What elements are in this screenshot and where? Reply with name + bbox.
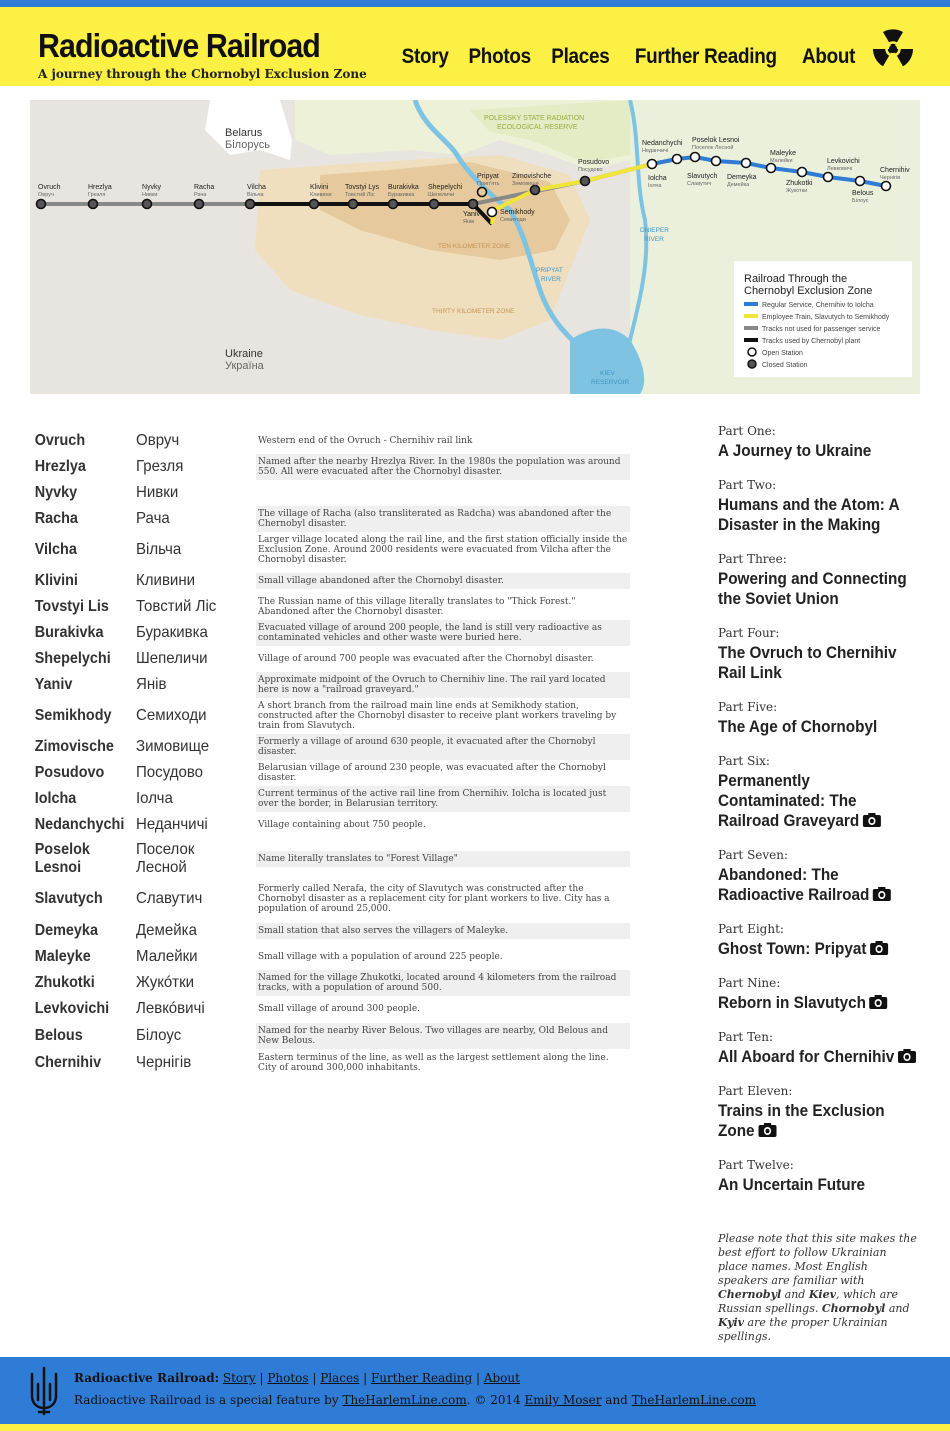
station-label: Burakivka bbox=[388, 184, 419, 191]
map-label-kiev: KIEV bbox=[600, 370, 615, 377]
nav-places[interactable]: Places bbox=[551, 45, 610, 68]
station-desc: Approximate midpoint of the Ovruch to Chernihiv line. The rail yard located here is now a "railroad graveyard." bbox=[256, 672, 630, 698]
top-stripe bbox=[0, 0, 950, 7]
map-label-belarus: Belarus bbox=[225, 127, 263, 139]
story-part[interactable] bbox=[718, 1084, 928, 1141]
station-dot[interactable] bbox=[389, 200, 398, 209]
footer-link-places[interactable]: Places bbox=[320, 1371, 360, 1385]
station-label-local: Овруч bbox=[38, 192, 54, 198]
station-label-local: Неданчичі bbox=[642, 148, 669, 154]
station-label: Pripyat bbox=[477, 173, 499, 180]
part-title[interactable]: Abandoned: The Radioactive Railroad bbox=[718, 865, 918, 905]
part-number: Part Two: bbox=[718, 478, 777, 492]
camera-icon bbox=[897, 1048, 917, 1064]
legend-title: Railroad Through the Chernobyl Exclusion Zone bbox=[744, 273, 873, 297]
station-name-en: Chernihiv bbox=[34, 1054, 102, 1071]
station-desc: Village of around 700 people was evacuated after the Chornobyl disaster. bbox=[258, 654, 594, 664]
station-label-local: Демейка bbox=[727, 182, 750, 188]
part-number: Part Three: bbox=[718, 552, 787, 566]
station-label: Nedanchychi bbox=[642, 140, 683, 147]
station-desc: Name literally translates to "Forest Village" bbox=[256, 851, 630, 867]
station-label-local: Рача bbox=[194, 192, 207, 198]
map-label-kiev2: RESERVOIR bbox=[591, 379, 630, 386]
nav-about[interactable]: About bbox=[801, 45, 856, 68]
map-label-polessky: POLESSKY STATE RADIATION bbox=[484, 115, 585, 122]
story-part[interactable] bbox=[718, 754, 928, 831]
station-name-en: Vilcha bbox=[34, 541, 77, 558]
station-desc: Small village of around 300 people. bbox=[258, 1004, 420, 1014]
footer-links: Radioactive Railroad: Story | Photos | Places | Further Reading | About bbox=[74, 1371, 520, 1385]
station-label-local: Грезля bbox=[88, 192, 106, 198]
part-title[interactable]: The Age of Chornobyl bbox=[718, 717, 878, 736]
station-desc: Named after the nearby Hrezlya River. In the 1980s the population was around 550. All were evacuated after the Chornobyl disaster. bbox=[256, 454, 630, 480]
nav-further-reading[interactable]: Further Reading bbox=[635, 45, 777, 68]
part-number: Part Four: bbox=[718, 626, 780, 640]
footer-link-photos[interactable]: Photos bbox=[267, 1371, 309, 1385]
map-label-ukraine-local: Україна bbox=[225, 360, 264, 372]
station-label: Nyvky bbox=[142, 184, 162, 191]
station-dot[interactable] bbox=[767, 164, 776, 173]
station-row bbox=[32, 812, 630, 838]
station-desc: Village containing about 750 people. bbox=[258, 820, 426, 830]
station-desc: Small village abandoned after the Chornobyl disaster. bbox=[256, 573, 630, 589]
map-label-pripyat-river2: RIVER bbox=[541, 276, 561, 283]
station-name-en: Zhukotki bbox=[34, 974, 95, 991]
part-title[interactable]: Ghost Town: Pripyat bbox=[718, 939, 918, 959]
station-name-en: Ovruch bbox=[34, 432, 86, 449]
legend-open: Open Station bbox=[762, 350, 803, 357]
station-label: Posudovo bbox=[578, 159, 610, 166]
station-desc: The Russian name of this village literally translates to "Thick Forest." Abandoned after the Chornobyl disaster. bbox=[258, 597, 576, 617]
station-row bbox=[32, 506, 630, 532]
station-label: Zimovishche bbox=[512, 173, 552, 180]
station-name-ua: Грезля bbox=[136, 458, 184, 475]
station-name-ua: Зимовище bbox=[136, 738, 210, 755]
station-dot[interactable] bbox=[430, 200, 439, 209]
footer-link-harlemline[interactable]: TheHarlemLine.com bbox=[342, 1393, 467, 1407]
station-name-ua: Буракивка bbox=[136, 624, 208, 641]
station-row bbox=[32, 480, 630, 506]
station-label-local: Поселок Лесной bbox=[692, 145, 734, 151]
radiation-icon bbox=[872, 28, 914, 70]
station-label: Ovruch bbox=[38, 184, 61, 191]
station-row bbox=[32, 620, 630, 646]
station-dot[interactable] bbox=[195, 200, 204, 209]
story-parts bbox=[718, 424, 928, 1212]
station-row bbox=[32, 838, 630, 880]
station-name-en: Klivini bbox=[34, 572, 78, 589]
site-header bbox=[0, 7, 950, 86]
part-number: Part Seven: bbox=[718, 848, 789, 862]
station-row bbox=[32, 1050, 630, 1076]
site-subtitle: A journey through the Chornobyl Exclusion Zone bbox=[38, 67, 367, 81]
station-row bbox=[32, 454, 630, 480]
footer-credits: Radioactive Railroad is a special feature by TheHarlemLine.com. © 2014 Emily Moser and TheHarlemLine.com bbox=[74, 1393, 756, 1407]
map-label-ukraine: Ukraine bbox=[225, 348, 263, 360]
station-row bbox=[32, 1022, 630, 1050]
station-dot[interactable] bbox=[310, 200, 319, 209]
station-name-en: Slavutych bbox=[34, 890, 103, 907]
station-desc: Larger village located along the rail line, and the first station officially inside the Exclusion Zone. Around 2000 residents were evacuated from Vilcha after the Chornobyl disaster. bbox=[258, 535, 628, 565]
station-dot[interactable] bbox=[824, 173, 833, 182]
station-name-ua: Товстий Ліс bbox=[136, 598, 217, 615]
station-row bbox=[32, 880, 630, 918]
station-row bbox=[32, 672, 630, 698]
station-dot[interactable] bbox=[648, 160, 657, 169]
station-label: Demeyka bbox=[727, 174, 757, 181]
map-label-pripyat-river: PRIPYAT bbox=[536, 267, 563, 274]
station-desc: Small station that also serves the villagers of Maleyke. bbox=[256, 923, 630, 939]
camera-icon bbox=[872, 886, 892, 902]
station-name-en: Poselok Lesnoi bbox=[34, 841, 90, 876]
station-label-local: Іолча bbox=[648, 183, 662, 189]
nav-photos[interactable]: Photos bbox=[468, 45, 531, 68]
part-title[interactable]: Powering and Connecting the Soviet Union bbox=[718, 569, 907, 608]
part-number: Part Twelve: bbox=[718, 1158, 794, 1172]
footer-link-emily-moser[interactable]: Emily Moser bbox=[524, 1393, 602, 1407]
nav-story[interactable]: Story bbox=[401, 45, 449, 68]
spelling-note: Please note that this site makes the best effort to follow Ukrainian place names. Most English speakers are familiar with Chernobyl and Kiev, which are Russian spellings. Chornobyl and Kyiv are the proper Ukrainian spellings. bbox=[718, 1232, 917, 1343]
station-label: Racha bbox=[194, 184, 215, 191]
station-dot[interactable] bbox=[143, 200, 152, 209]
station-name-ua: Шепеличи bbox=[136, 650, 208, 667]
station-name-en: Nyvky bbox=[34, 484, 78, 501]
station-label: Slavutych bbox=[687, 173, 718, 180]
station-row bbox=[32, 918, 630, 944]
station-name-en: Belous bbox=[34, 1027, 83, 1044]
station-label-local: Нивки bbox=[142, 192, 158, 198]
station-dot[interactable] bbox=[349, 200, 358, 209]
station-label-local: Янів bbox=[463, 219, 475, 225]
part-title[interactable]: A Journey to Ukraine bbox=[718, 441, 872, 460]
station-name-ua: Кливини bbox=[136, 572, 196, 589]
station-label-local: Чернігів bbox=[880, 175, 901, 181]
map-label-thirty-km: THIRTY KILOMETER ZONE bbox=[432, 308, 515, 315]
station-name-ua: Овруч bbox=[136, 432, 180, 449]
station-name-en: Nedanchychi bbox=[34, 816, 125, 833]
story-part[interactable] bbox=[718, 626, 928, 683]
map-label-polessky2: ECOLOGICAL RESERVE bbox=[497, 124, 578, 131]
station-label-local: Семиходи bbox=[500, 217, 526, 223]
station-row bbox=[32, 594, 630, 620]
map-legend bbox=[734, 261, 912, 377]
part-title[interactable]: Trains in the Exclusion Zone bbox=[718, 1101, 885, 1140]
station-dot[interactable] bbox=[712, 157, 721, 166]
station-label: Klivini bbox=[310, 184, 329, 191]
station-label-local: Славутич bbox=[687, 181, 712, 187]
station-label-local: Левковичі bbox=[827, 166, 853, 172]
station-name-en: Shepelychi bbox=[34, 650, 111, 667]
station-dot[interactable] bbox=[742, 159, 751, 168]
station-desc: Small village with a population of around 225 people. bbox=[258, 952, 503, 962]
station-row bbox=[32, 428, 630, 454]
station-label: Semikhody bbox=[500, 209, 535, 216]
part-number: Part Ten: bbox=[718, 1030, 774, 1044]
station-desc: The village of Racha (also transliterated as Radcha) was abandoned after the Chernobyl disaster. bbox=[256, 506, 630, 532]
station-name-en: Demeyka bbox=[34, 922, 98, 939]
station-name-en: Levkovichi bbox=[34, 1000, 110, 1017]
story-part[interactable] bbox=[718, 1030, 928, 1067]
part-title[interactable]: Reborn in Slavutych bbox=[718, 993, 918, 1013]
camera-icon bbox=[869, 940, 889, 956]
station-label-local: Кливини bbox=[310, 192, 332, 198]
station-desc: Named for the village Zhukotki, located around 4 kilometers from the railroad tracks, with a population of around 500. bbox=[256, 970, 630, 996]
station-row bbox=[32, 970, 630, 996]
station-name-ua: Посудово bbox=[136, 764, 204, 781]
legend-closed: Closed Station bbox=[762, 362, 808, 369]
station-desc bbox=[256, 490, 630, 496]
station-label-local: Жукотки bbox=[786, 188, 808, 194]
station-label: Vilcha bbox=[247, 184, 266, 191]
legend-unused: Tracks not used for passenger service bbox=[762, 326, 881, 333]
station-label: Levkovichi bbox=[827, 158, 860, 165]
station-row bbox=[32, 646, 630, 672]
station-name-ua: Левкóвичі bbox=[136, 1000, 205, 1017]
station-label: Zhukotki bbox=[786, 180, 813, 187]
station-name-ua: Неданчичі bbox=[136, 816, 208, 833]
station-name-en: Iolcha bbox=[34, 790, 77, 807]
station-label-local: Буракивка bbox=[388, 192, 415, 198]
legend-regular: Regular Service, Chernihiv to Iolcha bbox=[762, 302, 874, 309]
story-part[interactable] bbox=[718, 1158, 928, 1195]
footer-site-name: Radioactive Railroad: bbox=[74, 1371, 220, 1385]
station-dot[interactable] bbox=[478, 188, 487, 197]
station-label: Iolcha bbox=[648, 175, 667, 182]
station-desc: Evacuated village of around 200 people, the land is still very radioactive as contaminated vehicles and other waste were buried here. bbox=[256, 620, 630, 646]
station-row bbox=[32, 786, 630, 812]
story-part[interactable] bbox=[718, 478, 928, 535]
story-part[interactable] bbox=[718, 700, 928, 737]
station-name-ua: Славутич bbox=[136, 890, 203, 907]
station-name-ua: Чернігів bbox=[136, 1054, 192, 1071]
station-label-local: Зимовище bbox=[512, 181, 539, 187]
station-dot[interactable] bbox=[856, 177, 865, 186]
station-label-local: Малейки bbox=[770, 158, 793, 164]
station-name-en: Maleyke bbox=[34, 948, 91, 965]
site-footer bbox=[0, 1357, 950, 1424]
station-dot[interactable] bbox=[488, 208, 497, 217]
story-part[interactable] bbox=[718, 424, 928, 461]
station-name-ua: Малейки bbox=[136, 948, 198, 965]
station-name-en: Racha bbox=[34, 510, 78, 527]
legend-employee: Employee Train, Slavutych to Semikhody bbox=[762, 314, 890, 321]
footer-link-further-reading[interactable]: Further Reading bbox=[370, 1371, 473, 1385]
station-dot[interactable] bbox=[469, 200, 478, 209]
part-number: Part Eight: bbox=[718, 922, 784, 936]
station-dot[interactable] bbox=[673, 155, 682, 164]
station-desc: Formerly called Nerafa, the city of Slavutych was constructed after the Chornobyl disaster as a replacement city for plant workers to live. City has a population of around 25,000. bbox=[258, 884, 610, 914]
station-label-local: Білоус bbox=[852, 198, 869, 204]
station-row bbox=[32, 532, 630, 568]
station-label: Hrezlya bbox=[88, 184, 112, 191]
station-dot[interactable] bbox=[798, 168, 807, 177]
part-number: Part One: bbox=[718, 424, 776, 438]
station-desc: Current terminus of the active rail line from Chernihiv. Iolcha is located just over the border, in Belarusian territory. bbox=[256, 786, 630, 812]
station-dot[interactable] bbox=[882, 182, 891, 191]
station-label: Yaniv bbox=[463, 211, 480, 218]
map-label-dnieper: DNIEPER bbox=[640, 227, 669, 234]
station-label: Tovstyi Lys bbox=[345, 184, 379, 191]
station-desc: Eastern terminus of the line, as well as the largest settlement along the line. City of around 300,000 inhabitants. bbox=[258, 1053, 609, 1073]
station-label: Maleyke bbox=[770, 150, 797, 157]
bottom-stripe bbox=[0, 1424, 950, 1431]
station-row bbox=[32, 996, 630, 1022]
station-label: Belous bbox=[852, 190, 874, 197]
station-name-ua: Янів bbox=[136, 676, 167, 693]
station-dot[interactable] bbox=[89, 200, 98, 209]
station-label-local: Посудово bbox=[578, 167, 603, 173]
part-title[interactable]: An Uncertain Future bbox=[718, 1175, 866, 1194]
part-number: Part Five: bbox=[718, 700, 778, 714]
station-label: Shepelychi bbox=[428, 184, 463, 191]
station-dot[interactable] bbox=[246, 200, 255, 209]
station-name-en: Yaniv bbox=[34, 676, 73, 693]
station-row bbox=[32, 760, 630, 786]
station-dot[interactable] bbox=[691, 153, 700, 162]
station-name-en: Posudovo bbox=[34, 764, 105, 781]
station-name-ua: Жукóтки bbox=[136, 974, 195, 991]
site-title[interactable]: Radioactive Railroad bbox=[38, 27, 320, 64]
part-title[interactable]: All Aboard for Chernihiv bbox=[718, 1047, 918, 1067]
station-name-en: Zimovische bbox=[34, 738, 114, 755]
station-desc: Formerly a village of around 630 people, it evacuated after the Chornobyl disaster. bbox=[256, 734, 630, 760]
station-row bbox=[32, 568, 630, 594]
station-table bbox=[32, 428, 630, 1076]
trident-icon bbox=[28, 1366, 60, 1416]
station-desc: Named for the nearby River Belous. Two villages are nearby, Old Belous and New Belous. bbox=[256, 1023, 630, 1049]
part-number: Part Eleven: bbox=[718, 1084, 793, 1098]
camera-icon bbox=[869, 994, 889, 1010]
map-label-belarus-local: Білорусь bbox=[225, 139, 270, 151]
story-part[interactable] bbox=[718, 922, 928, 959]
part-title[interactable]: Permanently Contaminated: The Railroad Graveyard bbox=[718, 771, 918, 831]
part-number: Part Six: bbox=[718, 754, 770, 768]
map-label-ten-km: TEN KILOMETER ZONE bbox=[438, 243, 511, 250]
camera-icon bbox=[862, 812, 882, 828]
station-name-ua: Семиходи bbox=[136, 707, 207, 724]
station-row bbox=[32, 698, 630, 734]
station-name-en: Hrezlya bbox=[34, 458, 86, 475]
station-name-ua: Нивки bbox=[136, 484, 179, 501]
station-desc: Western end of the Ovruch - Chernihiv rail link bbox=[258, 436, 473, 446]
map-label-dnieper2: RIVER bbox=[644, 236, 664, 243]
part-title[interactable]: The Ovruch to Chernihiv Rail Link bbox=[718, 643, 897, 682]
footer-link-about[interactable]: About bbox=[483, 1371, 520, 1385]
main-nav bbox=[399, 45, 858, 69]
railroad-map[interactable] bbox=[30, 100, 920, 394]
station-label: Poselok Lesnoi bbox=[692, 137, 740, 144]
station-dot[interactable] bbox=[581, 177, 590, 186]
footer-link-story[interactable]: Story bbox=[222, 1371, 256, 1385]
station-name-ua: Вільча bbox=[136, 541, 182, 558]
station-name-ua: Поселок Лесной bbox=[136, 841, 195, 876]
legend-plant: Tracks used by Chernobyl plant bbox=[762, 338, 861, 345]
station-label-local: Шепеличи bbox=[428, 192, 455, 198]
station-label-local: Вільча bbox=[247, 192, 264, 198]
station-label-local: Прип'ять bbox=[477, 181, 500, 187]
station-name-ua: Білоус bbox=[136, 1027, 182, 1044]
footer-link-harlemline-2[interactable]: TheHarlemLine.com bbox=[631, 1393, 756, 1407]
station-name-ua: Рача bbox=[136, 510, 170, 527]
station-label-local: Товстий Ліс bbox=[345, 192, 375, 198]
station-name-en: Tovstyi Lis bbox=[34, 598, 109, 615]
station-desc: A short branch from the railroad main line ends at Semikhody station, constructed after the Chornobyl disaster to receive plant workers traveling by train from Slavutych. bbox=[258, 701, 617, 731]
camera-icon bbox=[757, 1122, 777, 1138]
story-part[interactable] bbox=[718, 976, 928, 1013]
story-part[interactable] bbox=[718, 848, 928, 905]
station-desc: Belarusian village of around 230 people, was evacuated after the Chornobyl disaster. bbox=[258, 763, 606, 783]
station-row bbox=[32, 734, 630, 760]
station-row bbox=[32, 944, 630, 970]
story-part[interactable] bbox=[718, 552, 928, 609]
station-label: Chernihiv bbox=[880, 167, 910, 174]
part-number: Part Nine: bbox=[718, 976, 781, 990]
part-title[interactable]: Humans and the Atom: A Disaster in the Making bbox=[718, 495, 900, 534]
station-dot[interactable] bbox=[37, 200, 46, 209]
station-name-en: Burakivka bbox=[34, 624, 104, 641]
station-name-en: Semikhody bbox=[34, 707, 112, 724]
station-name-ua: Іолча bbox=[136, 790, 173, 807]
station-name-ua: Демейка bbox=[136, 922, 197, 939]
